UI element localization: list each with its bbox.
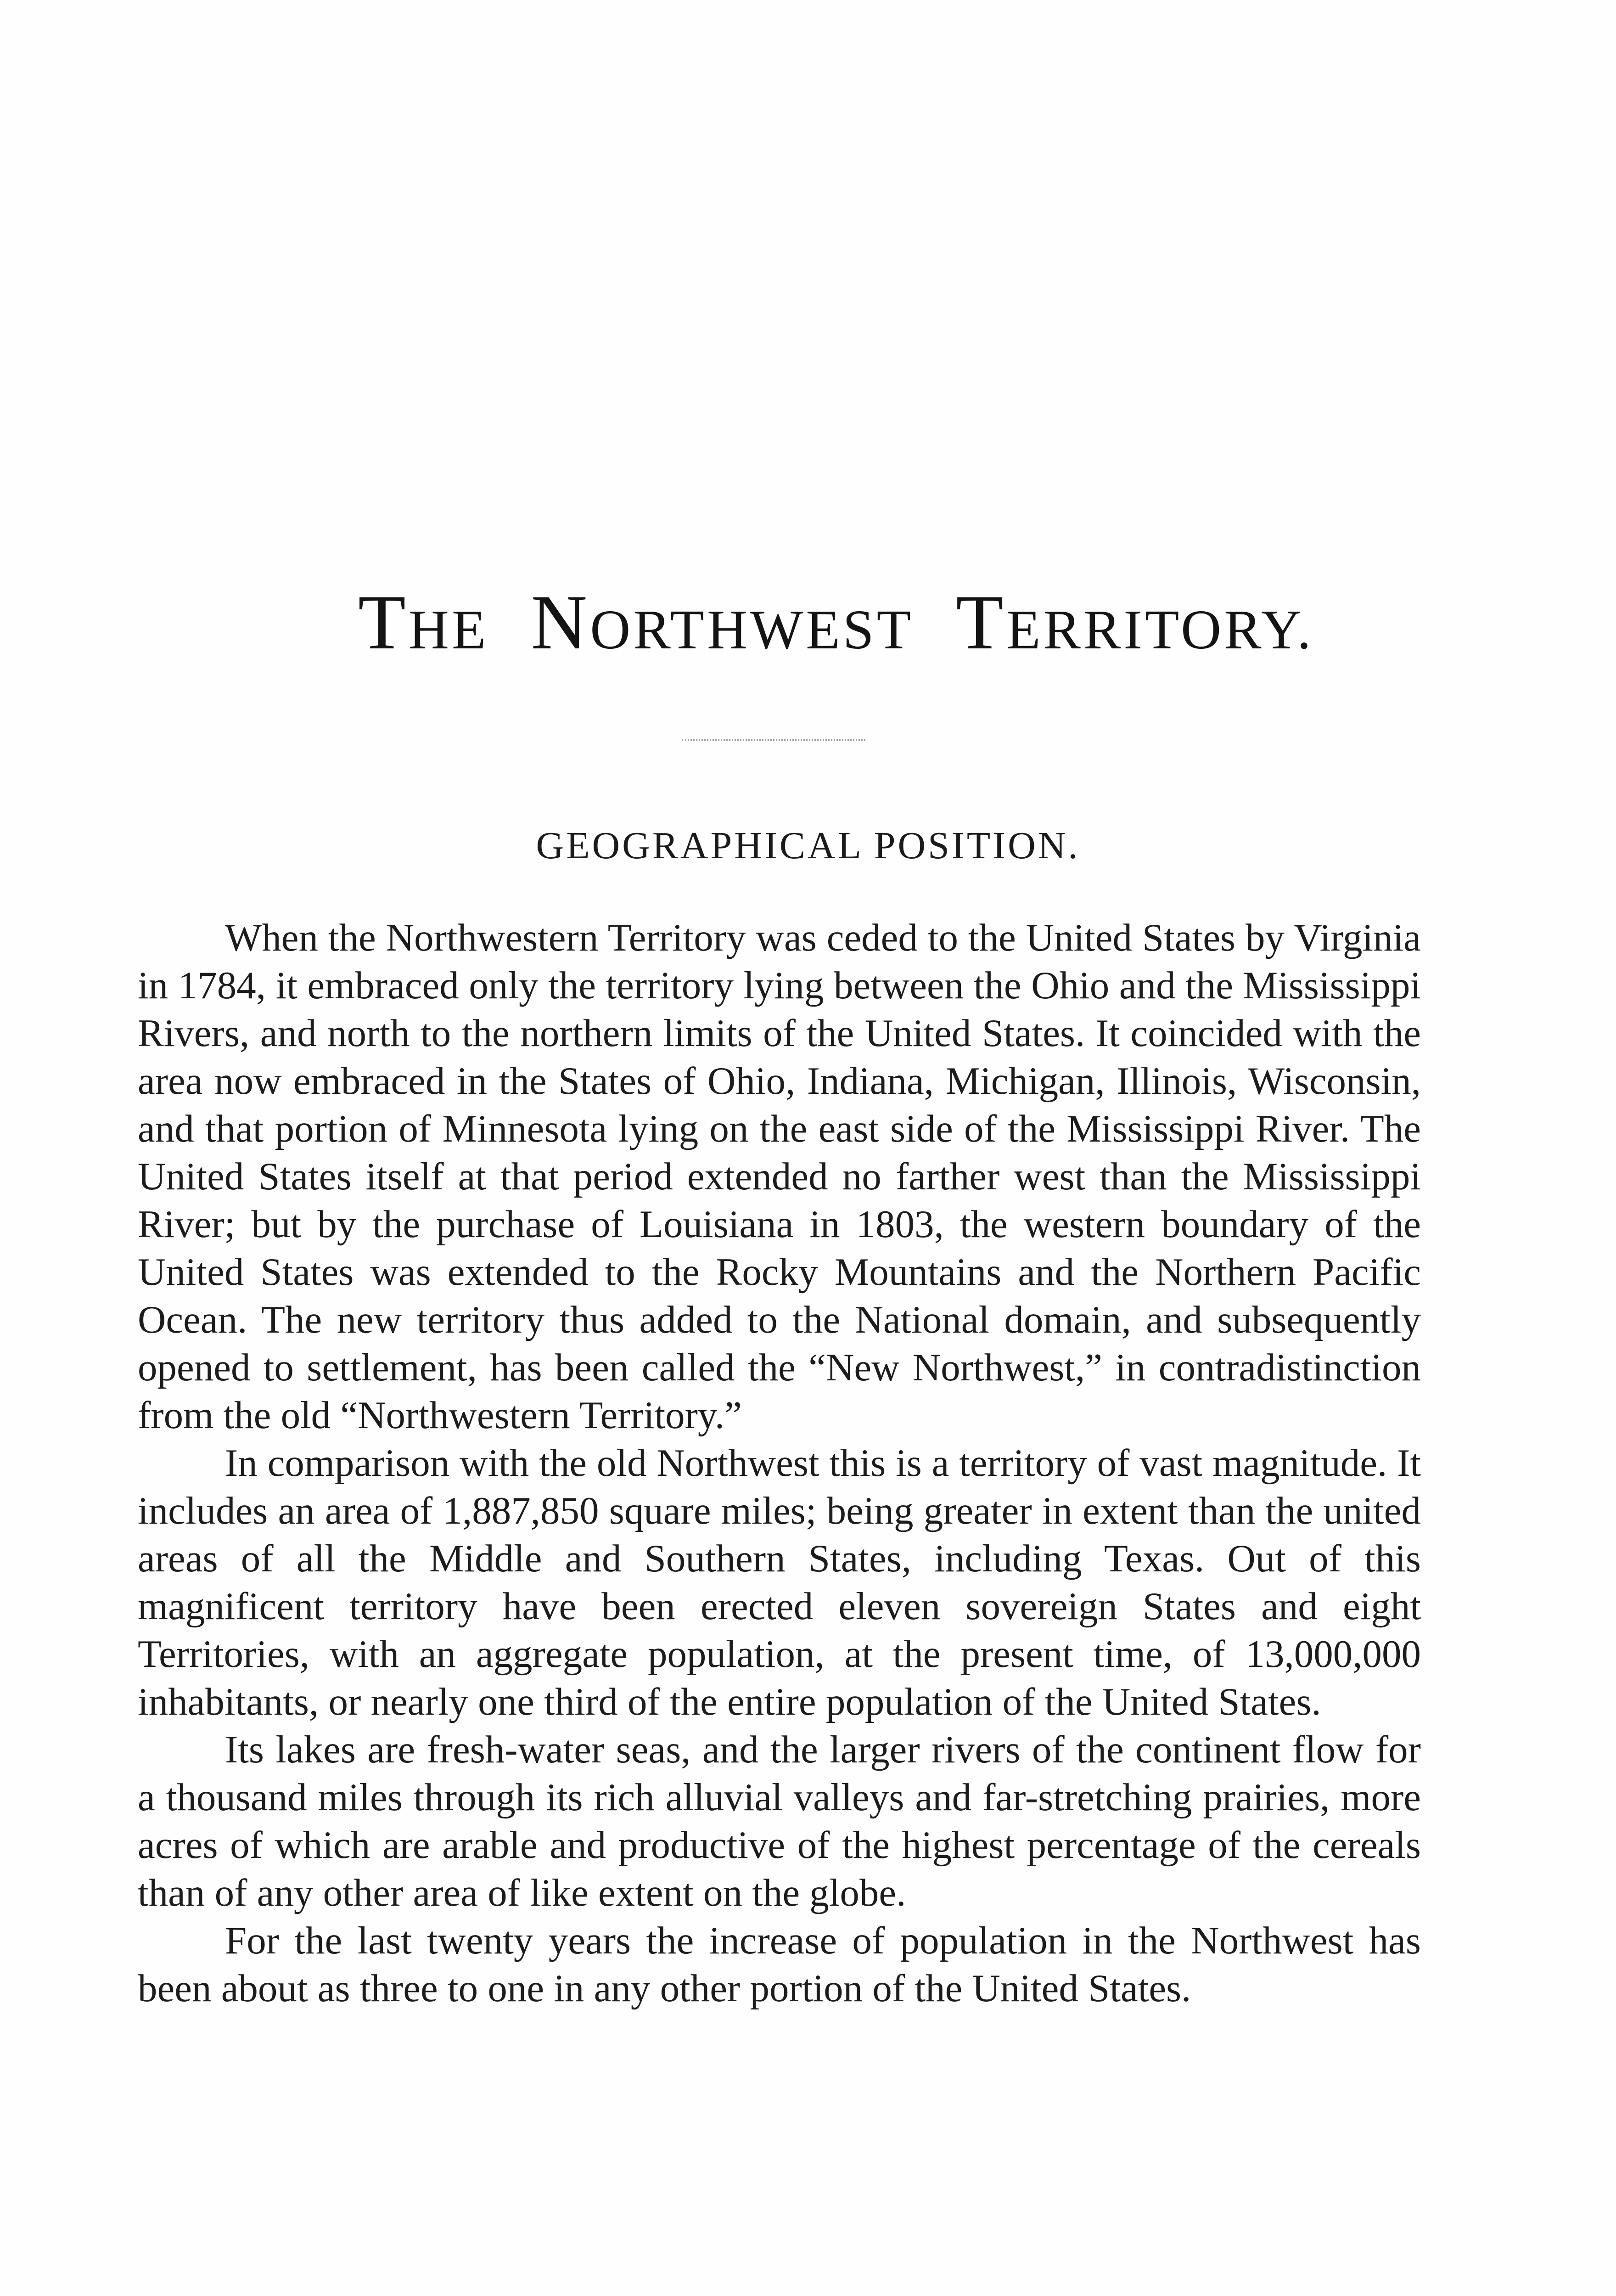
chapter-title (358, 579, 1314, 665)
body-text (138, 914, 1421, 2012)
title-divider (682, 739, 865, 743)
title-word-northwest: NORTHWEST (531, 579, 914, 665)
title-word-the: THE (358, 579, 489, 665)
paragraph: In comparison with the old Northwest this is a territory of vast magnitude. It includes an area of 1,887,850 square miles; being greater in extent than the united areas of all the Middle and Southern States, including Texas. Out of this magnificent territory have been erected eleven sovereign States and eight Territories, with an aggregate population, at the present time, of 13,000,000 inhabitants, or nearly one third of the entire population of the United States. (138, 1441, 1421, 1723)
section-heading: GEOGRAPHICAL POSITION. (536, 824, 1080, 867)
title-word-territory: TERRITORY. (956, 579, 1314, 665)
paragraph: Its lakes are fresh-water seas, and the larger rivers of the continent flow for a thousand miles through its rich alluvial valleys and far-stretching prairies, more acres of which are arable and productive of the highest percentage of the cereals than of any other area of like extent on the globe. (138, 1728, 1421, 1914)
paragraph: For the last twenty years the increase of population in the Northwest has been about as three to one in any other portion of the United States. (138, 1919, 1421, 2010)
paragraph: When the Northwestern Territory was ceded to the United States by Virginia in 1784, it embraced only the territory lying between the Ohio and the Mississippi Rivers, and north to the northern limits of the United States. It coincided with the area now embraced in the States of Ohio, Indiana, Michigan, Illinois, Wisconsin, and that portion of Minnesota lying on the east side of the Mississippi River. The United States itself at that period extended no farther west than the Mississippi River; but by the purchase of Louisiana in 1803, the western boundary of the United States was extended to the Rocky Mountains and the Northern Pacific Ocean. The new territory thus added to the National domain, and subsequently opened to settlement, has been called the “New Northwest,” in contradistinction from the old “Northwestern Territory.” (138, 916, 1421, 1437)
